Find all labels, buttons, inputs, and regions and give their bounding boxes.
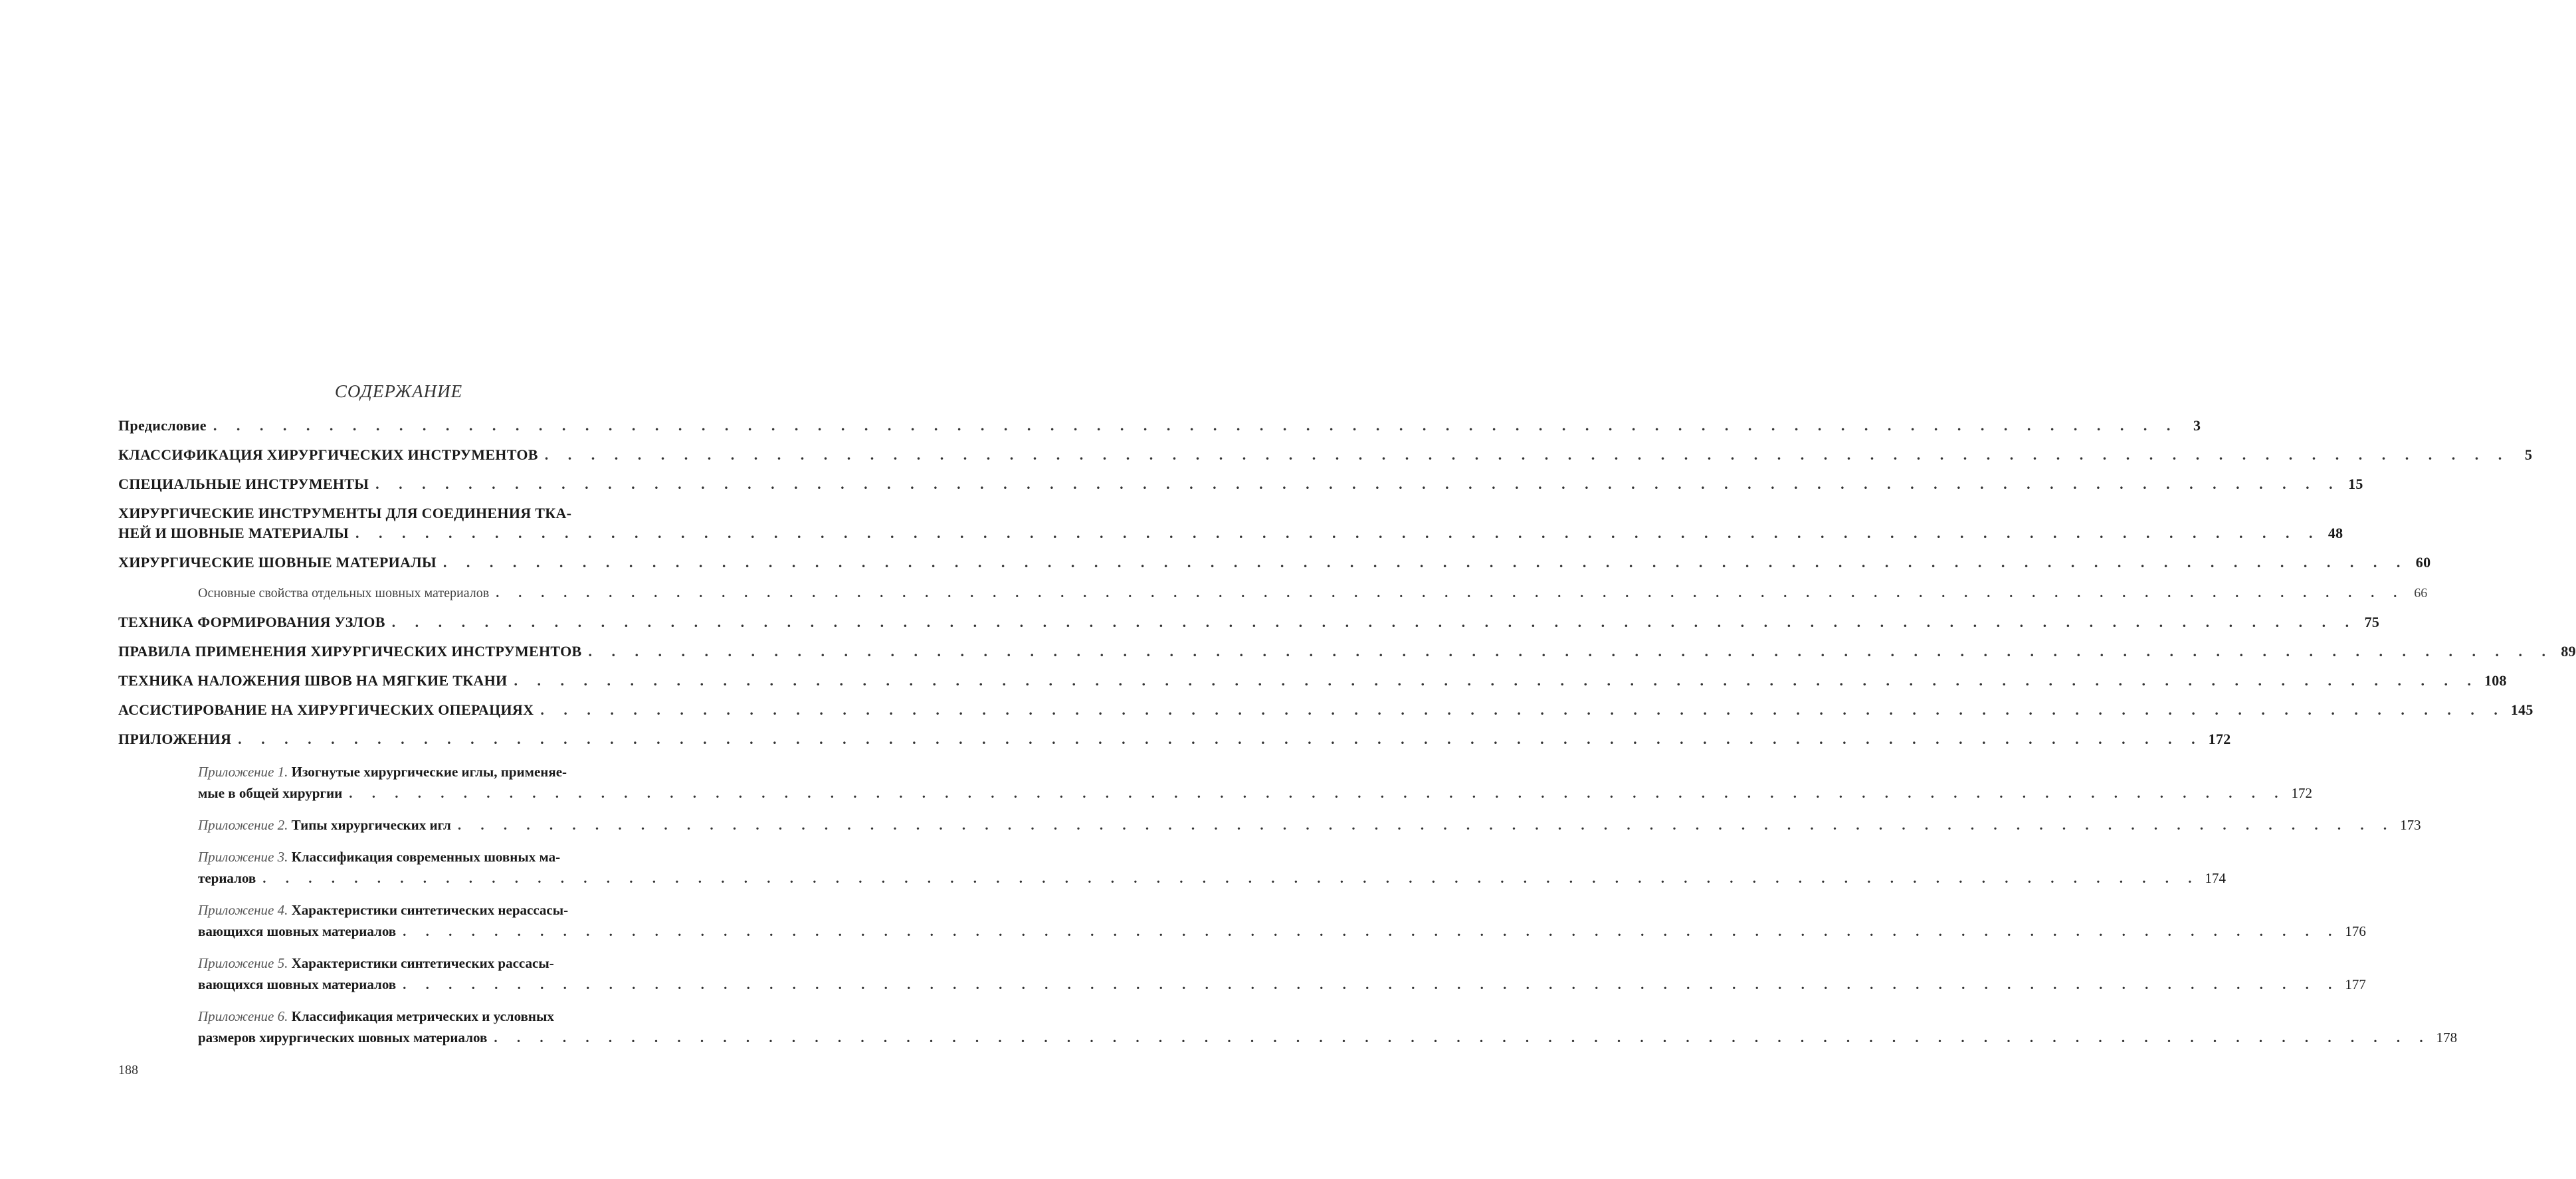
dot-leader: [514, 671, 2479, 691]
toc-entry-title: АССИСТИРОВАНИЕ НА ХИРУРГИЧЕСКИХ ОПЕРАЦИЯХ: [118, 701, 534, 718]
toc-entry-suture-materials: [118, 553, 2431, 573]
toc-entry-knot-technique: [118, 612, 2380, 632]
toc-entry-preface: [118, 416, 2201, 436]
toc-appendix-6: [198, 1006, 2458, 1048]
toc-entry-title-line2: НЕЙ И ШОВНЫЕ МАТЕРИАЛЫ: [118, 525, 349, 541]
toc-entry-usage-rules: [118, 642, 2576, 662]
toc-page-number: 108: [2484, 672, 2507, 689]
toc-page-number: 177: [2345, 976, 2366, 992]
appendix-title-line1: Типы хирургических игл: [291, 817, 451, 833]
toc-entry-title: ТЕХНИКА ФОРМИРОВАНИЯ УЗЛОВ: [118, 614, 385, 630]
toc-appendix-1: [198, 761, 2312, 804]
toc-title: СОДЕРЖАНИЕ: [334, 381, 463, 401]
toc-page-number: 172: [2208, 731, 2231, 747]
toc-entry-suturing-technique: [118, 671, 2507, 691]
toc-entry-title: ПРИЛОЖЕНИЯ: [118, 731, 232, 747]
toc-page-number: 174: [2205, 870, 2226, 886]
dot-leader: [588, 642, 2553, 662]
appendix-label: Приложение 5.: [198, 955, 288, 971]
dot-leader: [392, 612, 2357, 632]
toc-page-number: 89: [2561, 643, 2576, 660]
toc-page-number: 178: [2436, 1030, 2458, 1045]
dot-leader: [458, 814, 2395, 836]
toc-entry-title-line1: ХИРУРГИЧЕСКИЕ ИНСТРУМЕНТЫ ДЛЯ СОЕДИНЕНИЯ ТКА-: [118, 505, 572, 521]
toc-page-number: 3: [2193, 417, 2201, 434]
dot-leader: [496, 583, 2405, 603]
toc-entry-assisting: [118, 700, 2533, 720]
toc-entry-title: ТЕХНИКА НАЛОЖЕНИЯ ШВОВ НА МЯГКИЕ ТКАНИ: [118, 672, 508, 689]
appendix-label: Приложение 4.: [198, 902, 288, 918]
toc-entry-title: КЛАССИФИКАЦИЯ ХИРУРГИЧЕСКИХ ИНСТРУМЕНТОВ: [118, 446, 538, 463]
appendix-title-line1: Классификация современных шовных ма-: [291, 849, 561, 865]
toc-entry-appendices: [118, 729, 2231, 749]
toc-appendix-3: [198, 846, 2226, 889]
appendix-title-line2: размеров хирургических шовных материалов: [198, 1030, 488, 1045]
appendix-title-line2: мые в общей хирургии: [198, 785, 343, 801]
dot-leader: [375, 474, 2341, 494]
toc-appendix-2: [198, 814, 2421, 836]
toc-page-number: 172: [2291, 785, 2312, 801]
table-of-contents: [118, 416, 2576, 1048]
toc-page-number: 145: [2510, 701, 2533, 718]
toc-page-number: 60: [2415, 554, 2431, 571]
appendix-title-line1: Характеристики синтетических рассасы-: [291, 955, 554, 971]
appendix-title-line1: Характеристики синтетических нерассасы-: [291, 902, 569, 918]
appendix-label: Приложение 6.: [198, 1008, 288, 1024]
toc-page-number: 176: [2345, 923, 2366, 939]
dot-leader: [403, 921, 2339, 942]
appendix-title-line2: вающихся шовных материалов: [198, 923, 397, 939]
toc-entry-classification: [118, 445, 2533, 465]
toc-page-number: 48: [2328, 525, 2343, 541]
toc-entry-special-instruments: [118, 474, 2363, 494]
appendix-title-line2: вающихся шовных материалов: [198, 976, 397, 992]
dot-leader: [443, 553, 2409, 573]
toc-page-number: 15: [2348, 476, 2363, 492]
toc-subentry-properties: [198, 583, 2428, 603]
toc-page-number: 5: [2524, 446, 2533, 463]
toc-entry-title: Основные свойства отдельных шовных материалов: [198, 586, 490, 600]
appendix-label: Приложение 3.: [198, 849, 288, 865]
toc-entry-title: СПЕЦИАЛЬНЫЕ ИНСТРУМЕНТЫ: [118, 476, 369, 492]
dot-leader: [494, 1027, 2430, 1048]
dot-leader: [545, 445, 2510, 465]
appendix-title-line1: Изогнутые хирургические иглы, применяе-: [291, 764, 567, 780]
toc-entry-tissue-joining: [118, 503, 2343, 543]
appendix-label: Приложение 1.: [198, 764, 288, 780]
dot-leader: [238, 729, 2203, 749]
toc-appendix-4: [198, 899, 2366, 942]
toc-entry-title: ПРАВИЛА ПРИМЕНЕНИЯ ХИРУРГИЧЕСКИХ ИНСТРУМЕНТОВ: [118, 643, 582, 660]
toc-page-number: 75: [2364, 614, 2380, 630]
appendix-label: Приложение 2.: [198, 817, 288, 833]
dot-leader: [403, 974, 2339, 995]
toc-page-number: 66: [2414, 586, 2428, 600]
appendix-title-line1: Классификация метрических и условных: [291, 1008, 554, 1024]
toc-page-number: 173: [2400, 817, 2421, 833]
dot-leader: [349, 782, 2286, 804]
appendix-title-line2: териалов: [198, 870, 256, 886]
page-number: 188: [118, 1063, 138, 1077]
dot-leader: [262, 867, 2199, 889]
toc-appendix-5: [198, 952, 2366, 995]
dot-leader: [540, 700, 2506, 720]
dot-leader: [355, 523, 2321, 543]
dot-leader: [213, 416, 2179, 436]
toc-entry-title: Предисловие: [118, 417, 207, 434]
toc-entry-title: ХИРУРГИЧЕСКИЕ ШОВНЫЕ МАТЕРИАЛЫ: [118, 554, 437, 571]
